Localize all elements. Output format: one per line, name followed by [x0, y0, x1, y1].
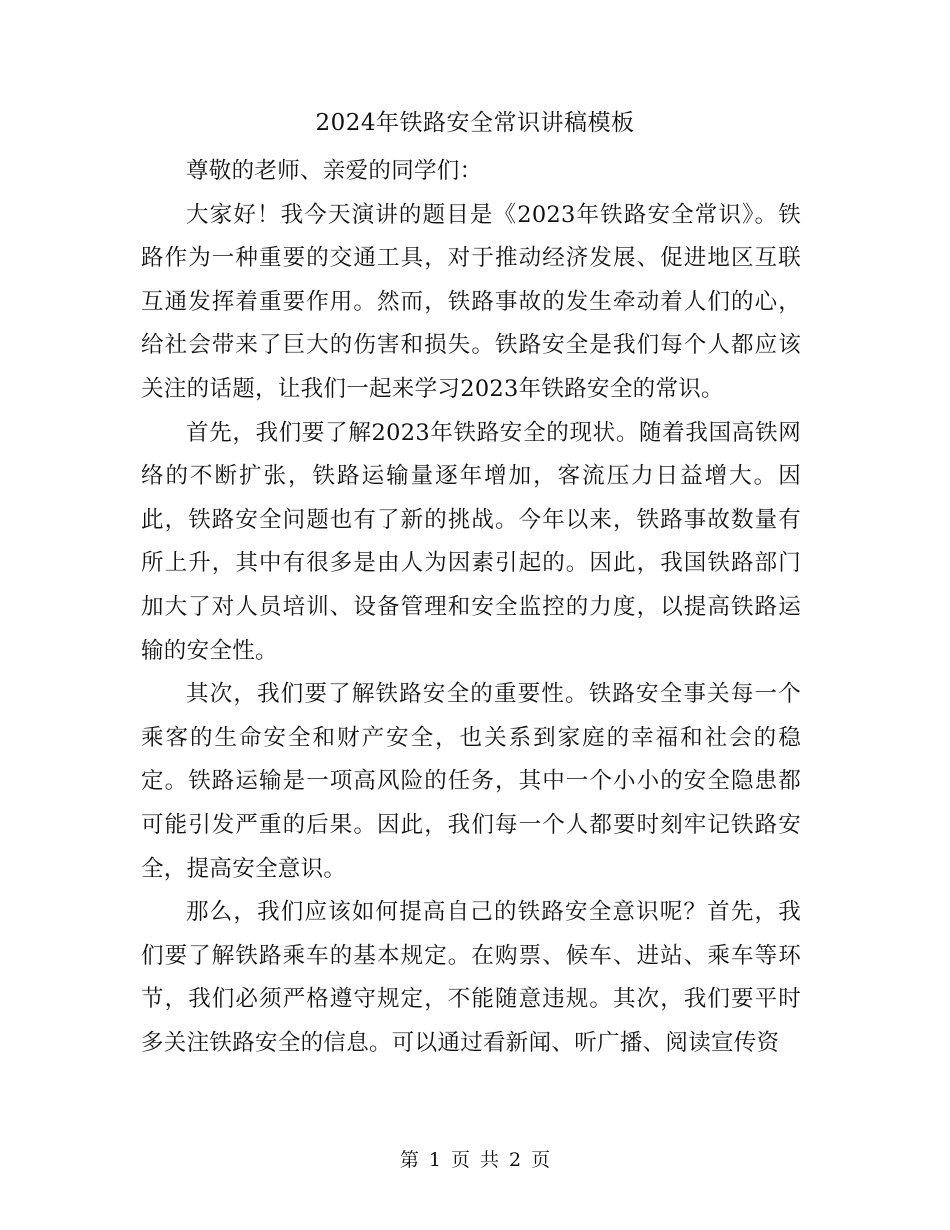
- intro-paragraph: 大家好！我今天演讲的题目是《2023年铁路安全常识》。铁路作为一种重要的交通工具，对于推动经济发展、促进地区互联互通发挥着重要作用。然而，铁路事故的发生牵动着人们的心，给社会带来了巨大的伤害和损失。铁路安全是我们每个人都应该关注的话题，让我们一起来学习2023年铁路安全的常识。: [141, 201, 801, 402]
- salutation-paragraph: 尊敬的老师、亲爱的同学们：: [186, 158, 483, 184]
- importance-paragraph: 其次，我们要了解铁路安全的重要性。铁路安全事关每一个乘客的生命安全和财产安全，也关系到家庭的幸福和社会的稳定。铁路运输是一项高风险的任务，其中一个小小的安全隐患都可能引发严重的后果。因此，我们每一个人都要时刻牢记铁路安全，提高安全意识。: [141, 681, 801, 882]
- document-title: 2024年铁路安全常识讲稿模板: [315, 110, 635, 136]
- awareness-paragraph: 那么，我们应该如何提高自己的铁路安全意识呢？首先，我们要了解铁路乘车的基本规定。在购票、候车、进站、乘车等环节，我们必须严格遵守规定，不能随意违规。其次，我们要平时多关注铁路安全的信息。可以通过看新闻、听广播、阅读宣传资: [141, 899, 801, 1056]
- status-paragraph: 首先，我们要了解2023年铁路安全的现状。随着我国高铁网络的不断扩张，铁路运输量逐年增加，客流压力日益增大。因此，铁路安全问题也有了新的挑战。今年以来，铁路事故数量有所上升，其中有很多是由人为因素引起的。因此，我国铁路部门加大了对人员培训、设备管理和安全监控的力度，以提高铁路运输的安全性。: [141, 419, 801, 664]
- document-body: [141, 150, 801, 1065]
- page-number-footer: 第 1 页 共 2 页: [399, 1149, 551, 1171]
